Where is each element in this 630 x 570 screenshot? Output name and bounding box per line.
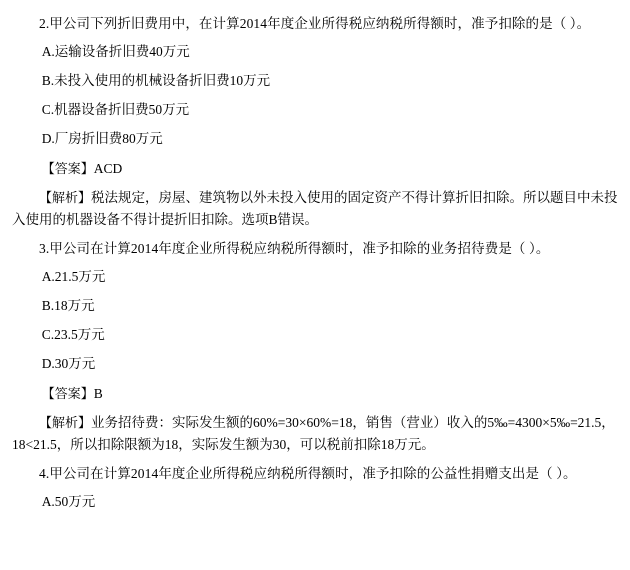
option-b: B.18万元: [41, 298, 95, 313]
answer-line: [12, 383, 618, 406]
explanation-label: 【解析】: [39, 190, 92, 206]
question-text: 甲公司下列折旧费用中，在计算2014年度企业所得税应纳税所得额时，准予扣除的是（ ）。: [49, 16, 591, 31]
explanation-text: 业务招待费：实际发生额的60%=30×60%=18，销售（营业）收入的5‰=4300×5‰=21.5，18<21.5，所以扣除限额为18，实际发生额为30，可以税前扣除18万元。: [12, 414, 615, 452]
option-c: C.23.5万元: [41, 326, 105, 342]
option-a: A.运输设备折旧费40万元: [41, 44, 190, 60]
option-c: C.机器设备折旧费50万元: [41, 102, 190, 118]
explanation-label: 【解析】: [39, 414, 92, 430]
explanation-text: 税法规定，房屋、建筑物以外未投入使用的固定资产不得计算折旧扣除。所以题目中未投入使用的机器设备不得计提折旧扣除。选项B错误。: [12, 190, 618, 227]
question-block-3: [12, 239, 618, 456]
answer-value: ACD: [93, 161, 123, 177]
question-stem: [12, 14, 618, 34]
answer-label: 【答案】: [41, 161, 94, 177]
option-d: D.厂房折旧费80万元: [41, 131, 163, 147]
option-d: D.30万元: [41, 355, 96, 371]
option-b: B.未投入使用的机械设备折旧费10万元: [41, 73, 271, 89]
answer-label: 【答案】: [41, 385, 94, 401]
question-number: 2.: [39, 16, 50, 31]
option-a: A.21.5万元: [41, 269, 106, 285]
question-block-2: [12, 14, 618, 231]
answer-line: [12, 158, 618, 181]
question-stem: [12, 464, 618, 484]
answer-value: B: [93, 385, 103, 401]
question-text: 甲公司在计算2014年度企业所得税应纳税所得额时，准予扣除的业务招待费是（ ）。: [49, 240, 550, 256]
question-text: 甲公司在计算2014年度企业所得税应纳税所得额时，准予扣除的公益性捐赠支出是（ ）。: [49, 465, 577, 481]
question-number: 4.: [39, 465, 50, 481]
explanation-line: [12, 412, 618, 456]
option-a: A.50万元: [41, 493, 96, 509]
question-block-4: [12, 464, 618, 515]
question-stem: [12, 239, 618, 259]
explanation-line: [12, 187, 618, 231]
question-number: 3.: [39, 240, 50, 256]
